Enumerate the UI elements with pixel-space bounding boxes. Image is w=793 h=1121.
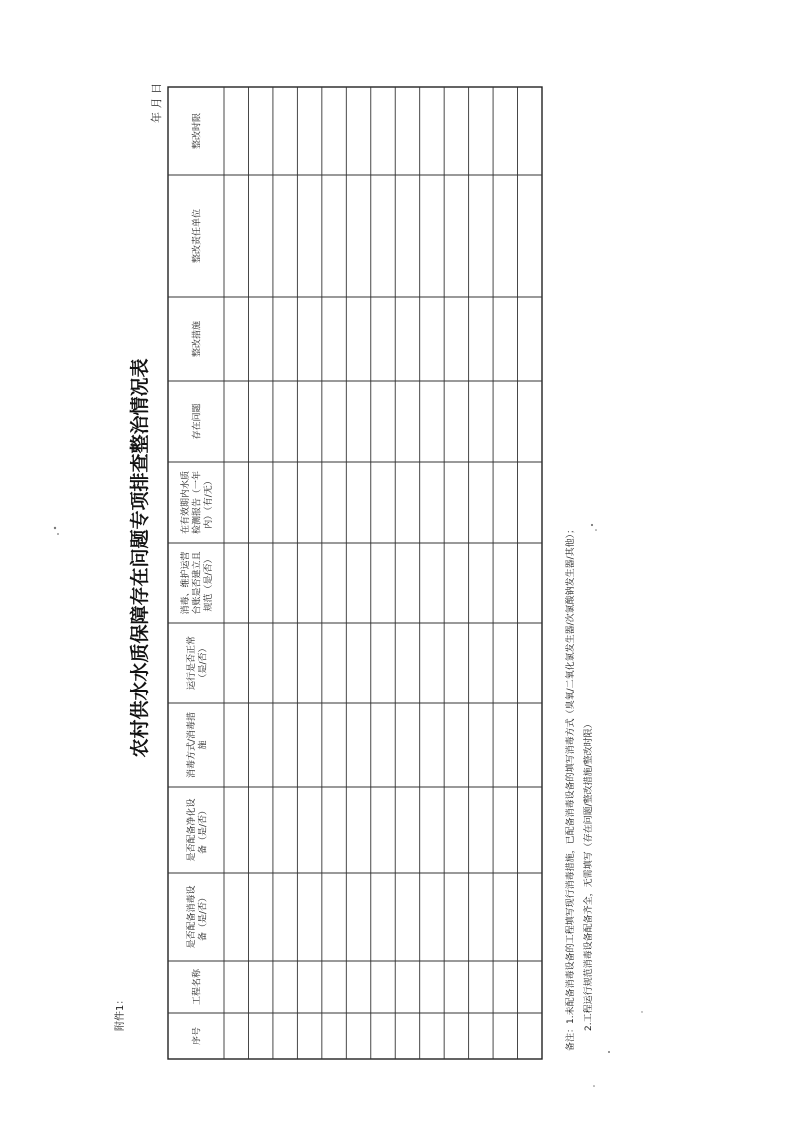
header-running xyxy=(185,636,209,690)
header-problem xyxy=(191,403,203,439)
header-purify_equip-line: 是否配备净化设 xyxy=(186,798,197,862)
header-method-line: 消毒方式/消毒措 xyxy=(186,711,197,779)
page-title: 农村供水水质保障存在问题专项排查整治情况表 xyxy=(129,358,151,758)
header-disinfect_equip xyxy=(185,885,209,948)
header-report-line: 检测报告（一年 xyxy=(192,470,203,535)
header-unit xyxy=(191,209,203,263)
header-measures xyxy=(191,321,203,357)
header-ledger-line: 台账是否建立且 xyxy=(192,551,203,615)
header-disinfect_equip-line: 备（是/否） xyxy=(198,892,209,942)
header-method-line: 施 xyxy=(198,740,209,750)
note-line-2: 2.工程运行规范消毒设备配备齐全，无需填写（存在问题/整改措施/整改时限） xyxy=(584,719,594,1031)
header-project xyxy=(191,968,203,1005)
header-unit-line: 整改责任单位 xyxy=(192,208,203,264)
header-problem-line: 存在问题 xyxy=(192,403,203,440)
header-disinfect_equip-line: 是否配备消毒设 xyxy=(186,885,197,949)
date-line: 年 月 日 xyxy=(150,83,163,123)
header-deadline-line: 整改时限 xyxy=(192,112,203,150)
header-seq-line: 序号 xyxy=(192,1026,203,1046)
header-report xyxy=(179,471,214,534)
header-report-line: 在有效期内水质 xyxy=(181,470,191,535)
header-measures-line: 整改措施 xyxy=(192,320,203,358)
header-purify_equip-line: 备（是/否） xyxy=(198,805,209,855)
annex-label: 附件1： xyxy=(115,994,126,1031)
header-ledger xyxy=(179,551,214,614)
header-running-line: 运行是否正常 xyxy=(186,635,197,691)
header-purify_equip xyxy=(185,798,209,861)
header-ledger-line: 消毒、维护运营 xyxy=(181,551,191,615)
header-running-line: （是/否） xyxy=(198,643,209,683)
header-ledger-line: 规范（是/否） xyxy=(204,554,214,612)
header-project-line: 工程名称 xyxy=(192,968,203,1006)
header-deadline xyxy=(191,113,203,149)
header-seq xyxy=(191,1027,203,1045)
header-report-line: 内）（有/无） xyxy=(204,476,214,529)
note-line-1: 备注：1.未配备消毒设备的工程填写现行消毒措施，已配备消毒设备的填写消毒方式（臭氧/二氧化氯发生器/次氯酸钠发生器/其他）； xyxy=(566,524,576,1051)
